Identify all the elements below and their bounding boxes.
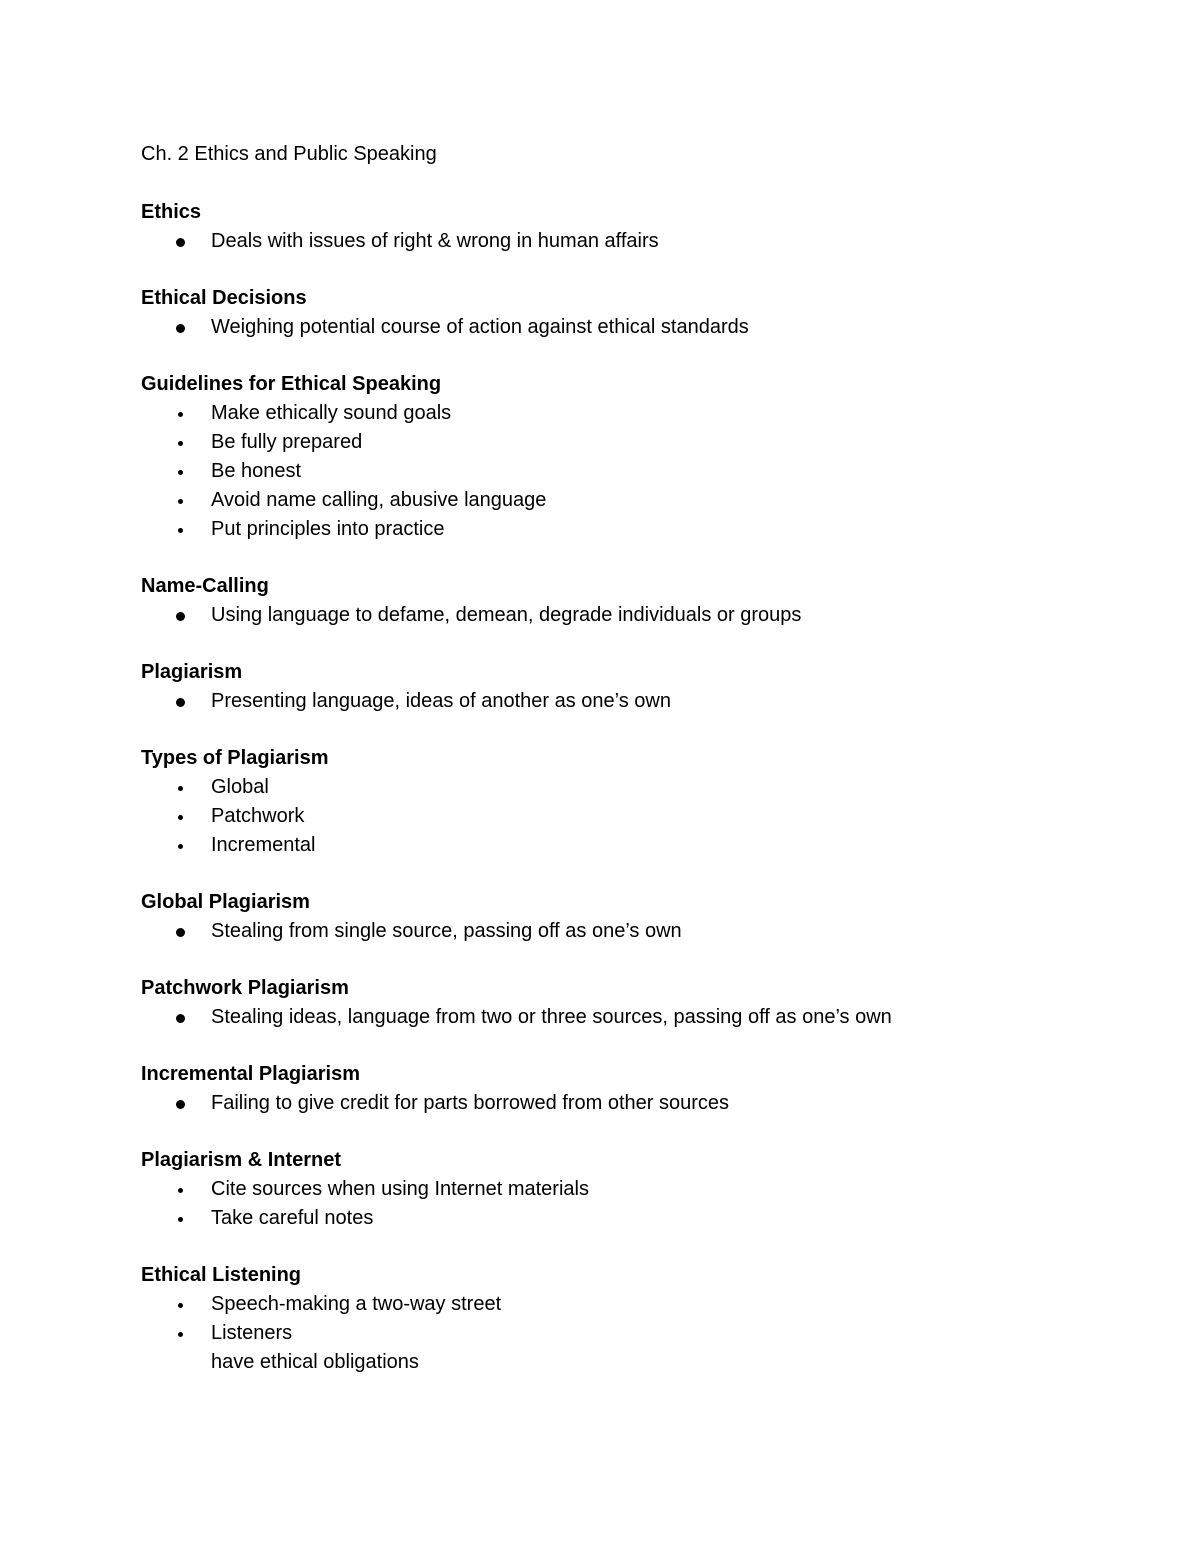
- bullet-list: [141, 917, 1101, 946]
- bullet-icon: [141, 1089, 211, 1118]
- bullet-list: [141, 399, 1101, 544]
- list-item-text: Using language to defame, demean, degrade individuals or groups: [211, 604, 802, 626]
- section-ethical-listening: [141, 1261, 1101, 1377]
- list-item-text: Global: [211, 776, 269, 798]
- bullet-icon: [141, 601, 211, 630]
- bullet-list: [141, 773, 1101, 860]
- bullet-icon: [141, 831, 211, 860]
- list-item: [141, 802, 1101, 831]
- bullet-icon: [141, 515, 211, 544]
- section-ethics: [141, 198, 1101, 256]
- bullet-icon: [141, 802, 211, 831]
- list-item-continuation: have ethical obligations: [211, 1351, 419, 1373]
- section-global-plagiarism: [141, 888, 1101, 946]
- bullet-list: [141, 1003, 1101, 1032]
- section-heading: Ethical Listening: [141, 1264, 302, 1286]
- section-heading: Plagiarism: [141, 661, 243, 683]
- bullet-icon: [141, 1290, 211, 1319]
- bullet-list: [141, 1290, 1101, 1377]
- bullet-icon: [141, 917, 211, 946]
- list-item-text: Listeners: [211, 1322, 293, 1344]
- section-name-calling: [141, 572, 1101, 630]
- section-heading: Name-Calling: [141, 575, 269, 597]
- bullet-icon: [141, 1003, 211, 1032]
- list-item-text: Patchwork: [211, 805, 305, 827]
- list-item-text: Failing to give credit for parts borrowed from other sources: [211, 1092, 729, 1114]
- section-plagiarism-internet: [141, 1146, 1101, 1233]
- list-item: [141, 1175, 1101, 1204]
- bullet-icon: [141, 399, 211, 428]
- bullet-icon: [141, 486, 211, 515]
- list-item: [141, 428, 1101, 457]
- list-item-text: Be honest: [211, 460, 302, 482]
- section-heading: Ethical Decisions: [141, 287, 307, 309]
- section-heading: Patchwork Plagiarism: [141, 977, 349, 999]
- bullet-icon: [141, 313, 211, 342]
- list-item-text: Be fully prepared: [211, 431, 363, 453]
- section-heading: Guidelines for Ethical Speaking: [141, 373, 442, 395]
- list-item: [141, 917, 1101, 946]
- bullet-icon: [141, 1175, 211, 1204]
- document-title: Ch. 2 Ethics and Public Speaking: [141, 143, 437, 165]
- list-item-text: Deals with issues of right & wrong in human affairs: [211, 230, 659, 252]
- list-item-text: Avoid name calling, abusive language: [211, 489, 547, 511]
- bullet-list: [141, 1089, 1101, 1118]
- list-item-text: Take careful notes: [211, 1207, 374, 1229]
- section-heading: Global Plagiarism: [141, 891, 310, 913]
- bullet-list: [141, 227, 1101, 256]
- section-plagiarism: [141, 658, 1101, 716]
- list-item: [141, 1003, 1101, 1032]
- list-item-text: Put principles into practice: [211, 518, 445, 540]
- list-item-text: Weighing potential course of action against ethical standards: [211, 316, 749, 338]
- section-ethical-decisions: [141, 284, 1101, 342]
- list-item-text: Make ethically sound goals: [211, 402, 452, 424]
- bullet-list: [141, 601, 1101, 630]
- bullet-icon: [141, 457, 211, 486]
- document-page: [141, 140, 1101, 1405]
- list-item: [141, 831, 1101, 860]
- section-guidelines: [141, 370, 1101, 544]
- list-item-text: Presenting language, ideas of another as one’s own: [211, 690, 671, 712]
- list-item: [141, 1319, 1101, 1377]
- list-item: [141, 399, 1101, 428]
- list-item: [141, 457, 1101, 486]
- bullet-icon: [141, 773, 211, 802]
- list-item-text: Stealing from single source, passing off as one’s own: [211, 920, 682, 942]
- bullet-icon: [141, 428, 211, 457]
- list-item: [141, 1089, 1101, 1118]
- list-item: [141, 486, 1101, 515]
- list-item: [141, 515, 1101, 544]
- section-incremental-plagiarism: [141, 1060, 1101, 1118]
- bullet-list: [141, 313, 1101, 342]
- section-heading: Incremental Plagiarism: [141, 1063, 360, 1085]
- bullet-list: [141, 687, 1101, 716]
- list-item-text: Incremental: [211, 834, 316, 856]
- bullet-icon: [141, 1319, 211, 1348]
- list-item-text: Stealing ideas, language from two or three sources, passing off as one’s own: [211, 1006, 892, 1028]
- bullet-icon: [141, 1204, 211, 1233]
- list-item-text: Speech-making a two-way street: [211, 1293, 502, 1315]
- list-item: [141, 227, 1101, 256]
- section-patchwork-plagiarism: [141, 974, 1101, 1032]
- section-heading: Ethics: [141, 201, 202, 223]
- bullet-icon: [141, 687, 211, 716]
- list-item-text: Cite sources when using Internet materials: [211, 1178, 589, 1200]
- list-item: [141, 687, 1101, 716]
- section-types-of-plagiarism: [141, 744, 1101, 860]
- list-item: [141, 1204, 1101, 1233]
- list-item: [141, 313, 1101, 342]
- list-item: [141, 601, 1101, 630]
- bullet-list: [141, 1175, 1101, 1233]
- section-heading: Plagiarism & Internet: [141, 1149, 342, 1171]
- list-item: [141, 1290, 1101, 1319]
- bullet-icon: [141, 227, 211, 256]
- section-heading: Types of Plagiarism: [141, 747, 329, 769]
- list-item: [141, 773, 1101, 802]
